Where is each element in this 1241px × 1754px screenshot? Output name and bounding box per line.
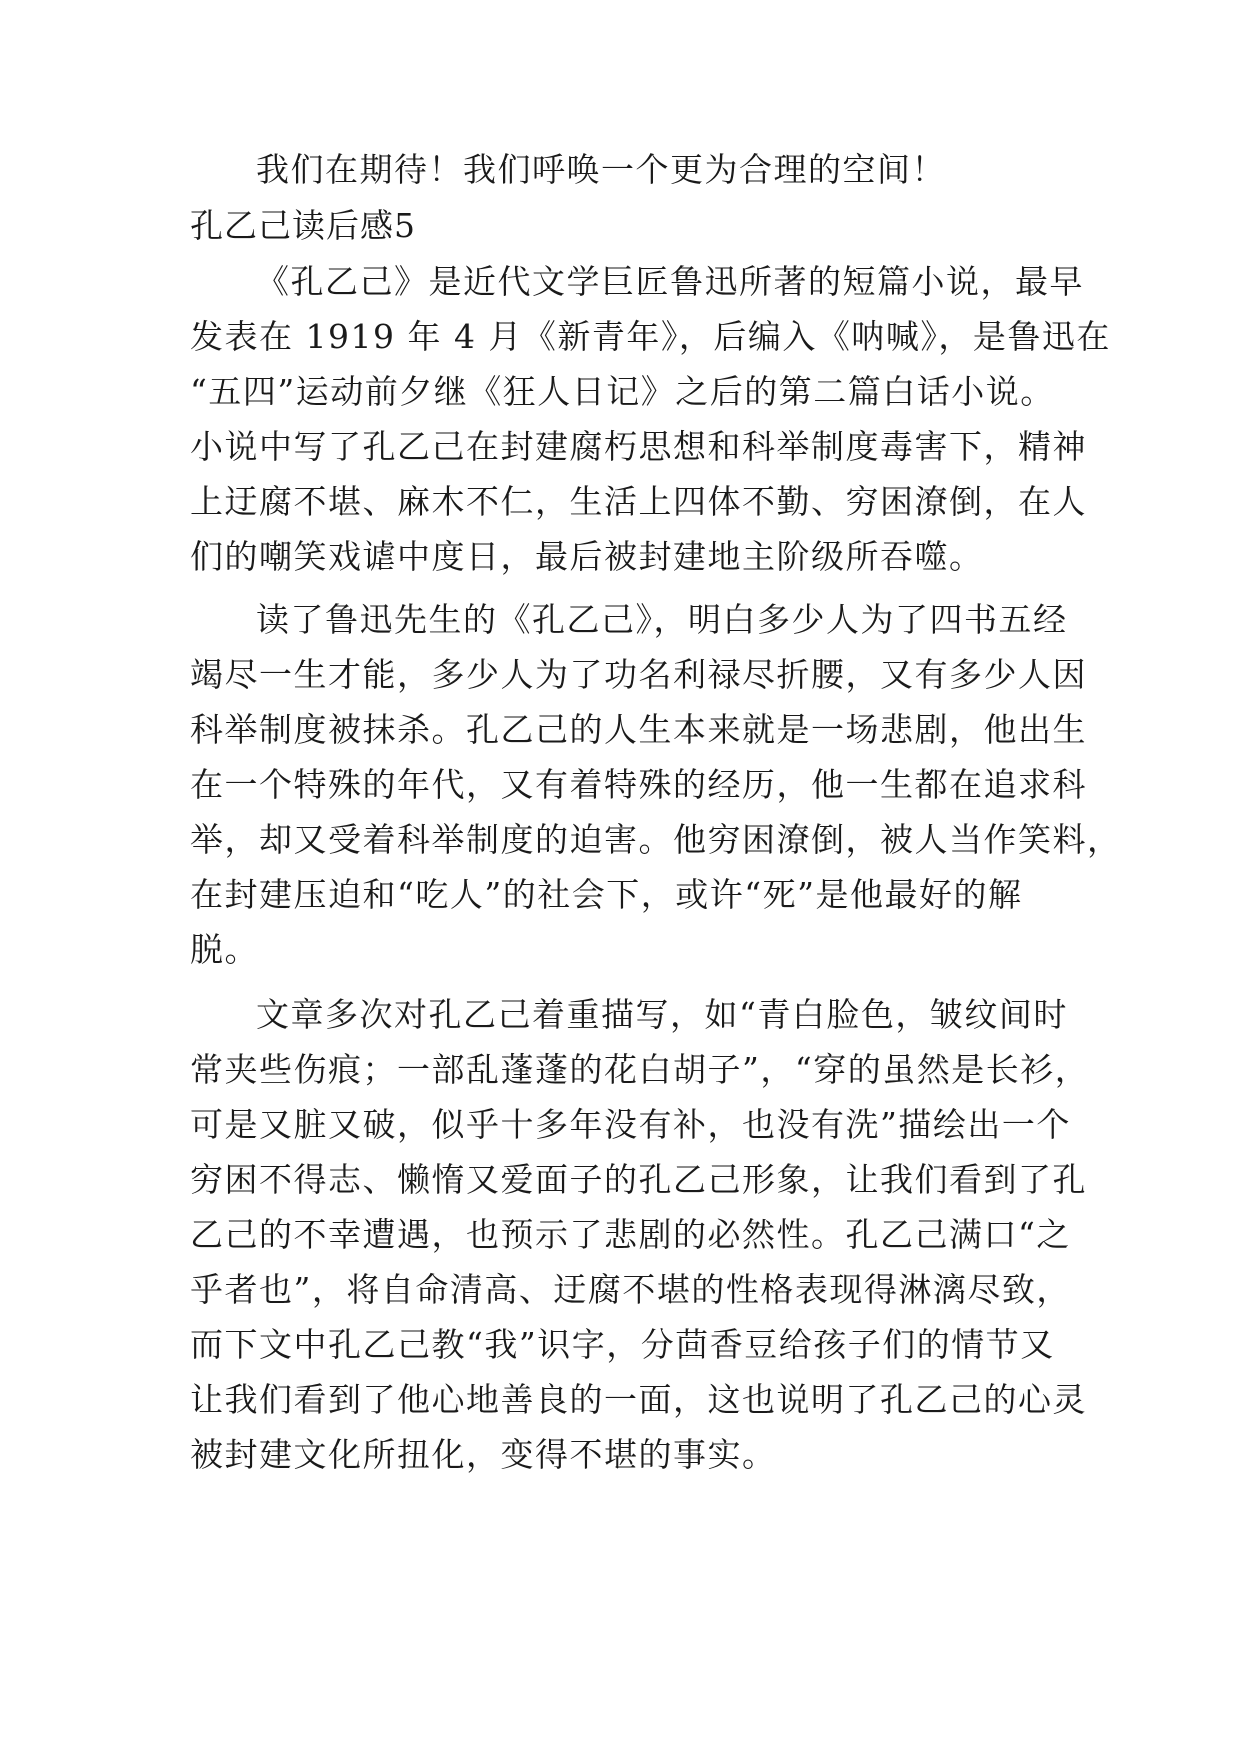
paragraph-line: 上迂腐不堪、麻木不仁，生活上四体不勤、穷困潦倒，在人 (190, 482, 1087, 521)
paragraph-line: 乙己的不幸遭遇，也预示了悲剧的必然性。孔乙己满口“之 (190, 1215, 1071, 1254)
paragraph-line: 读了鲁迅先生的《孔乙己》，明白多少人为了四书五经 (256, 600, 1068, 639)
paragraph-line: 在一个特殊的年代，又有着特殊的经历，他一生都在追求科 (190, 765, 1087, 804)
paragraph-line: 让我们看到了他心地善良的一面，这也说明了孔乙己的心灵 (190, 1380, 1087, 1419)
paragraph-line: 举，却又受着科举制度的迫害。他穷困潦倒，被人当作笑料， (190, 820, 1122, 859)
paragraph-line: 乎者也”，将自命清高、迂腐不堪的性格表现得淋漓尽致， (190, 1270, 1071, 1309)
lead-line: 我们在期待！我们呼唤一个更为合理的空间！ (256, 150, 946, 189)
paragraph-line: 穷困不得志、懒惰又爱面子的孔乙己形象，让我们看到了孔 (190, 1160, 1087, 1199)
paragraph-line: 《孔乙己》是近代文学巨匠鲁迅所著的短篇小说，最早 (256, 262, 1084, 301)
paragraph-line: “五四”运动前夕继《狂人日记》之后的第二篇白话小说。 (190, 372, 1055, 411)
paragraph-line: 常夹些伤痕；一部乱蓬蓬的花白胡子”，“穿的虽然是长衫， (190, 1050, 1090, 1089)
paragraph-line: 小说中写了孔乙己在封建腐朽思想和科举制度毒害下，精神 (190, 427, 1087, 466)
paragraph-line: 被封建文化所扭化，变得不堪的事实。 (190, 1435, 777, 1474)
essay-title: 孔乙己读后感5 (190, 206, 416, 245)
paragraph-line: 可是又脏又破，似乎十多年没有补，也没有洗”描绘出一个 (190, 1105, 1071, 1144)
paragraph-line: 竭尽一生才能，多少人为了功名利禄尽折腰，又有多少人因 (190, 655, 1087, 694)
paragraph-line: 在封建压迫和“吃人”的社会下，或许“死”是他最好的解 (190, 875, 1023, 914)
paragraph-line: 们的嘲笑戏谑中度日，最后被封建地主阶级所吞噬。 (190, 537, 984, 576)
paragraph-line: 科举制度被抹杀。孔乙己的人生本来就是一场悲剧，他出生 (190, 710, 1087, 749)
paragraph-line: 发表在 1919 年 4 月《新青年》，后编入《呐喊》，是鲁迅在 (190, 317, 1111, 356)
paragraph-line: 脱。 (190, 930, 259, 969)
paragraph-line: 而下文中孔乙己教“我”识字，分茴香豆给孩子们的情节又 (190, 1325, 1055, 1364)
paragraph-line: 文章多次对孔乙己着重描写，如“青白脸色，皱纹间时 (256, 995, 1068, 1034)
